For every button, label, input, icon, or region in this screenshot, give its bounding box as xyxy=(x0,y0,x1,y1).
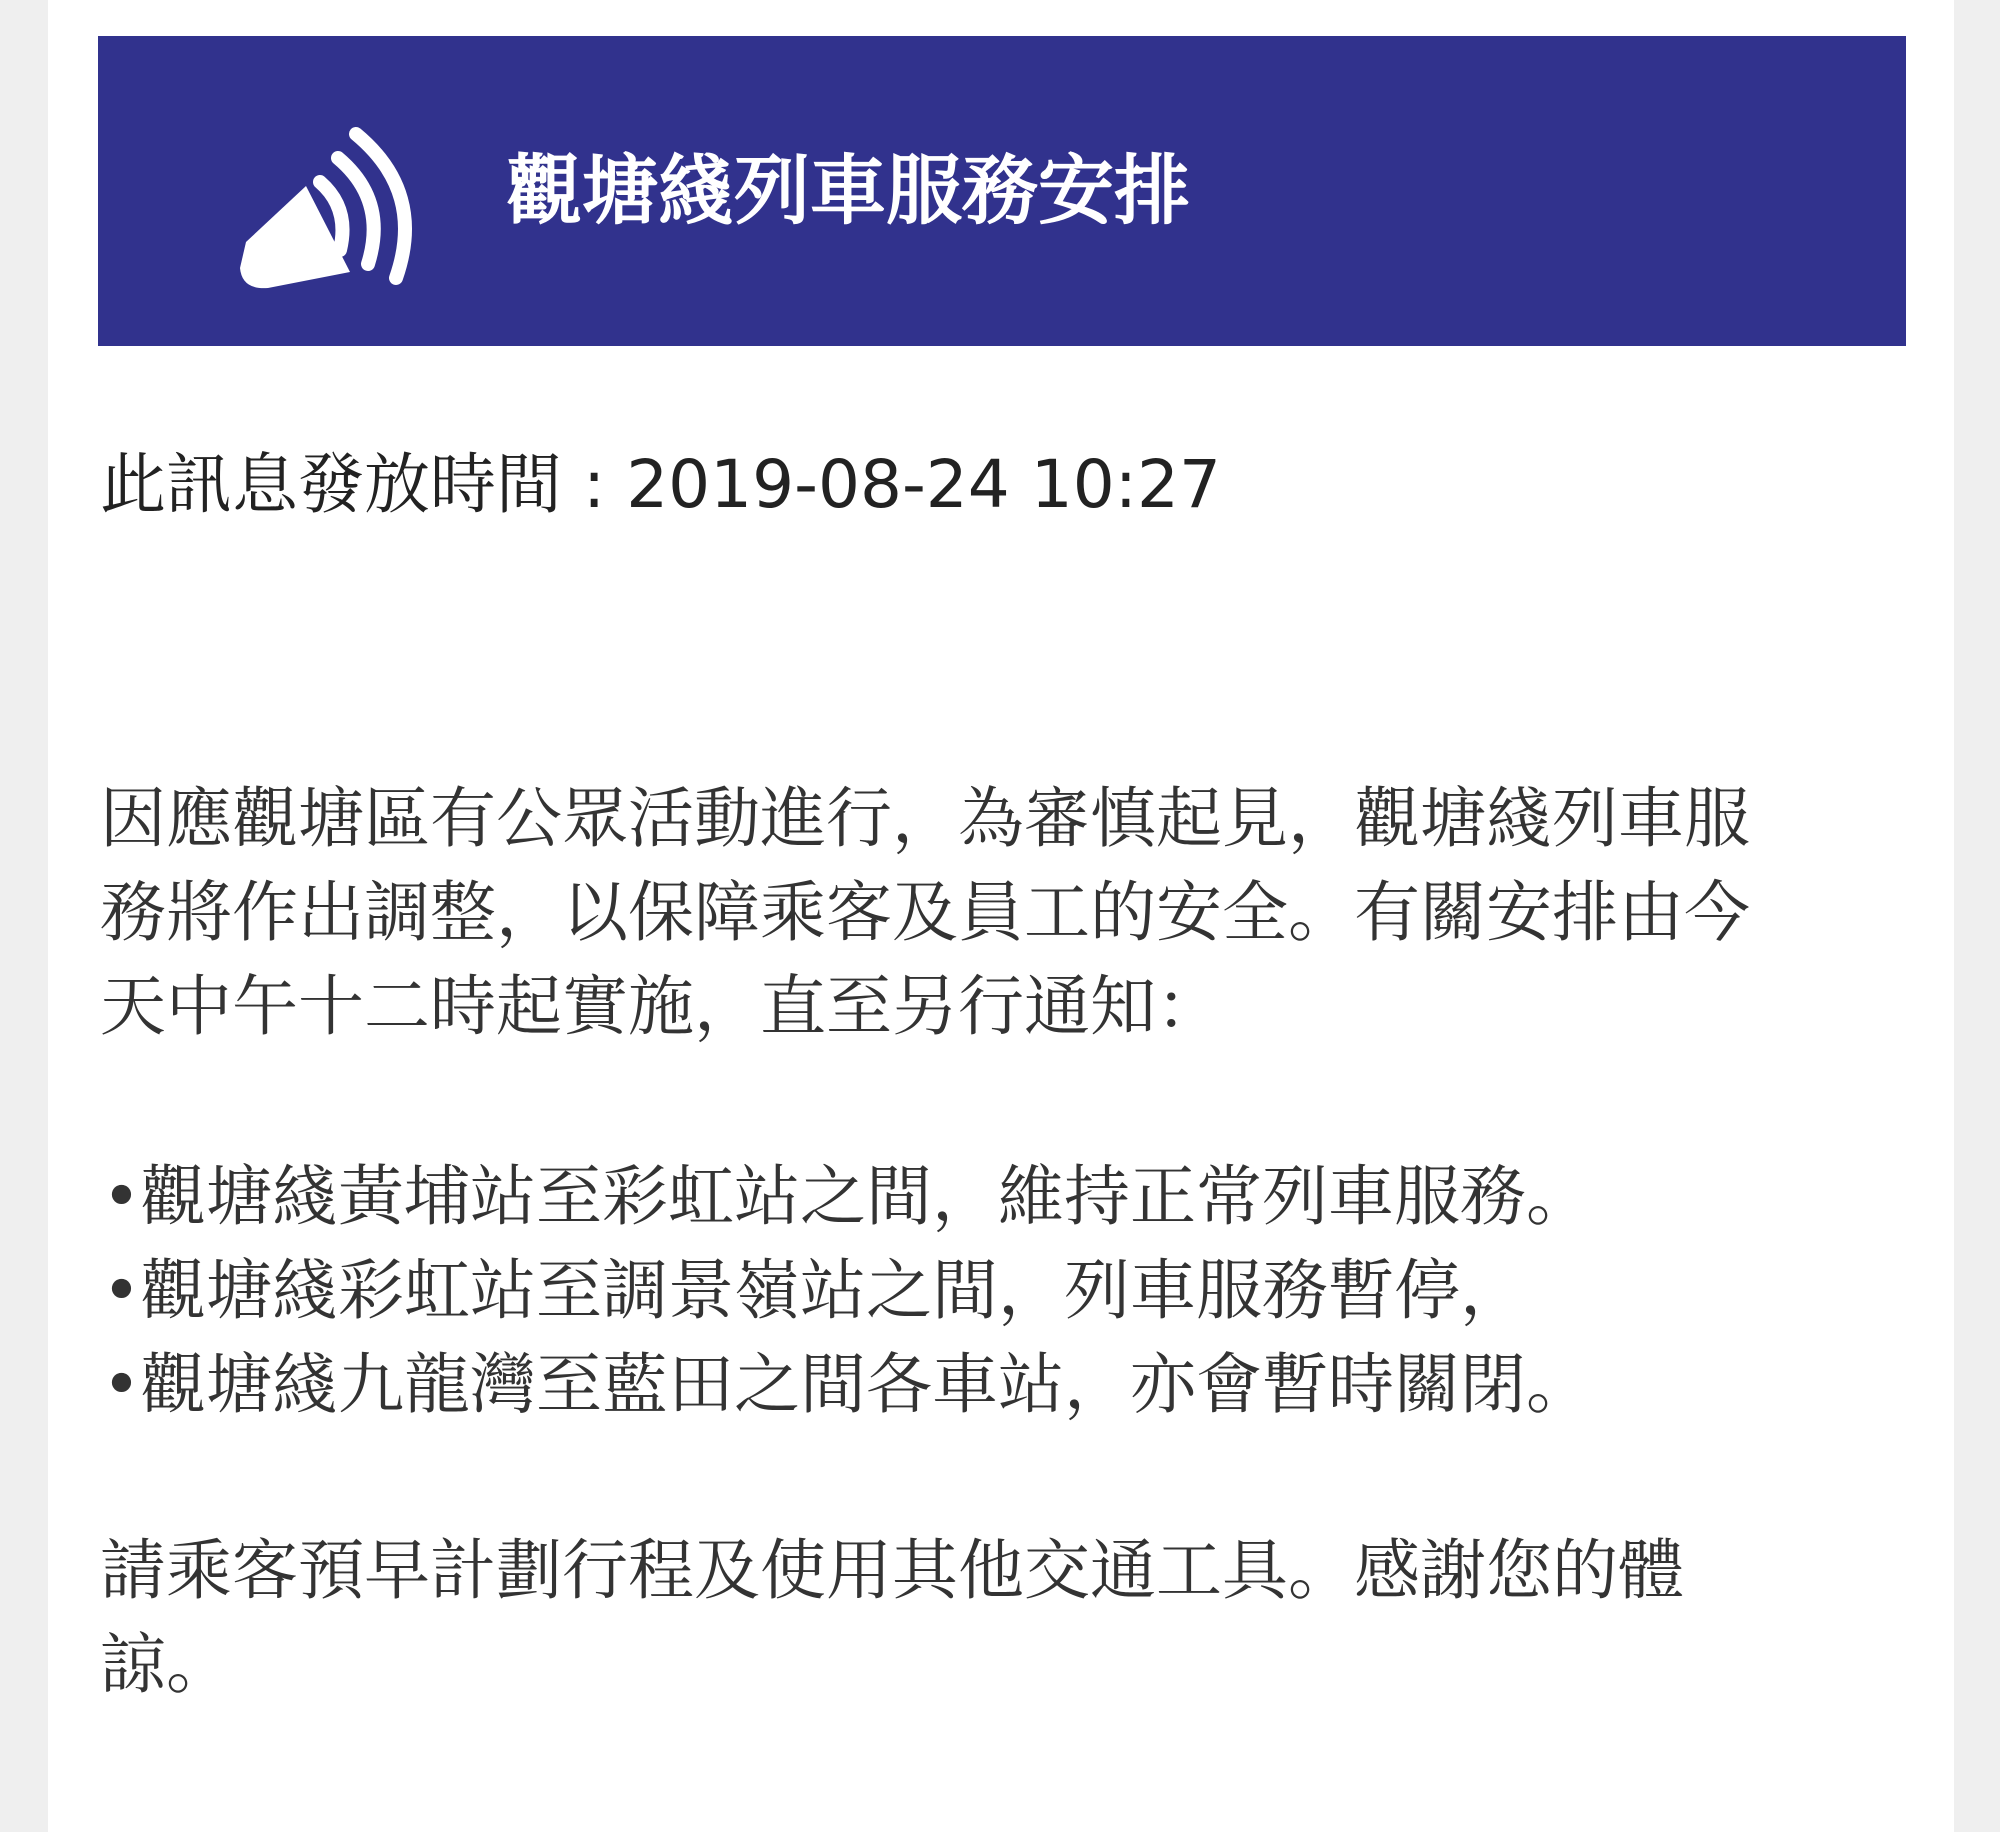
arrangement-list xyxy=(100,1150,1592,1432)
notice-panel xyxy=(48,0,1954,1832)
closing-paragraph xyxy=(100,1524,1900,1712)
list-item-text: 觀塘綫黃埔站至彩虹站之間，維持正常列車服務。 xyxy=(140,1158,1592,1235)
publish-timestamp: 此訊息發放時間 : 2019-08-24 10:27 xyxy=(100,446,1221,523)
notice-title: 觀塘綫列車服務安排 xyxy=(506,146,1190,235)
intro-line: 務將作出調整，以保障乘客及員工的安全。有關安排由今 xyxy=(100,874,1750,951)
closing-line: 請乘客預早計劃行程及使用其他交通工具。感謝您的體 xyxy=(100,1532,1684,1609)
list-item xyxy=(100,1338,1592,1432)
bullet-dot: • xyxy=(102,1252,141,1329)
intro-line: 天中午十二時起實施，直至另行通知： xyxy=(100,968,1222,1045)
bullet-dot: • xyxy=(102,1346,141,1423)
announcement-speaker-icon xyxy=(228,122,418,302)
bullet-dot: • xyxy=(102,1158,141,1235)
list-item-text: 觀塘綫彩虹站至調景嶺站之間，列車服務暫停， xyxy=(140,1252,1526,1329)
list-item xyxy=(100,1244,1592,1338)
intro-paragraph xyxy=(100,772,1900,1054)
list-item xyxy=(100,1150,1592,1244)
list-item-text: 觀塘綫九龍灣至藍田之間各車站，亦會暫時關閉。 xyxy=(140,1346,1592,1423)
intro-line: 因應觀塘區有公眾活動進行，為審慎起見，觀塘綫列車服 xyxy=(100,780,1750,857)
closing-line: 諒。 xyxy=(100,1626,232,1703)
notice-banner xyxy=(98,36,1906,346)
